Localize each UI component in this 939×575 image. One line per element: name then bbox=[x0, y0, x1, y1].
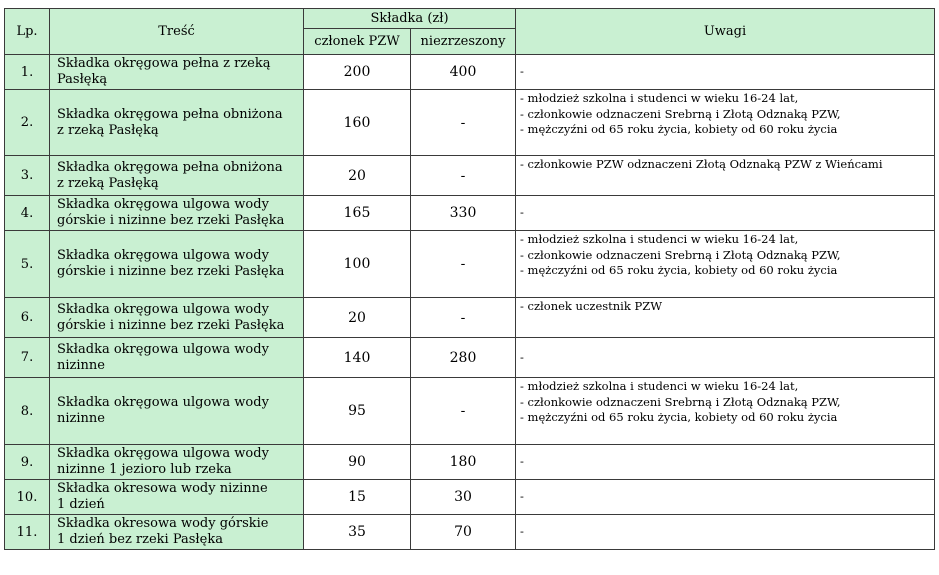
row-notes bbox=[516, 338, 935, 378]
note-line: - bbox=[520, 349, 524, 364]
table-row bbox=[5, 515, 935, 550]
table-row bbox=[5, 55, 935, 90]
description-line: z rzeką Pasłęką bbox=[57, 175, 159, 191]
header-lp: Lp. bbox=[5, 9, 50, 55]
row-number: 1. bbox=[5, 55, 50, 90]
fee-member: 20 bbox=[304, 298, 411, 338]
row-notes bbox=[516, 231, 935, 298]
fee-member: 15 bbox=[304, 480, 411, 515]
table-row bbox=[5, 196, 935, 231]
row-number: 8. bbox=[5, 378, 50, 445]
description-line: nizinne bbox=[57, 411, 105, 426]
description-line: Składka okręgowa pełna z rzeką bbox=[57, 56, 271, 71]
description-line: Składka okręgowa ulgowa wody bbox=[57, 395, 269, 410]
row-notes bbox=[516, 55, 935, 90]
row-number: 4. bbox=[5, 196, 50, 231]
note-line: - mężczyźni od 65 roku życia, kobiety od 60 roku życia bbox=[520, 122, 838, 136]
row-number: 2. bbox=[5, 90, 50, 156]
row-number: 11. bbox=[5, 515, 50, 550]
description-line: Składka okręgowa ulgowa wody bbox=[57, 341, 269, 357]
fee-nonmember: - bbox=[411, 378, 516, 445]
row-notes bbox=[516, 515, 935, 550]
header-uwagi: Uwagi bbox=[516, 9, 935, 55]
fee-nonmember: - bbox=[411, 156, 516, 196]
note-line: - członkowie PZW odznaczeni Złotą Odznaką PZW z Wieńcami bbox=[520, 157, 883, 171]
header-czlonek: członek PZW bbox=[304, 29, 411, 55]
fee-nonmember: - bbox=[411, 298, 516, 338]
fee-member: 95 bbox=[304, 378, 411, 445]
table-row bbox=[5, 298, 935, 338]
table-row bbox=[5, 480, 935, 515]
fee-member: 35 bbox=[304, 515, 411, 550]
row-description bbox=[50, 156, 304, 196]
row-number: 7. bbox=[5, 338, 50, 378]
row-description bbox=[50, 445, 304, 480]
table-row bbox=[5, 156, 935, 196]
description-line: Składka okręgowa ulgowa wody bbox=[57, 197, 269, 212]
row-number: 9. bbox=[5, 445, 50, 480]
row-number: 3. bbox=[5, 156, 50, 196]
note-line: - młodzież szkolna i studenci w wieku 16-24 lat, bbox=[520, 379, 799, 393]
note-line: - bbox=[520, 64, 524, 79]
fee-nonmember: - bbox=[411, 231, 516, 298]
note-line: - młodzież szkolna i studenci w wieku 16-24 lat, bbox=[520, 91, 799, 105]
row-notes bbox=[516, 378, 935, 445]
row-notes bbox=[516, 445, 935, 480]
row-notes bbox=[516, 196, 935, 231]
row-description bbox=[50, 90, 304, 156]
description-line: Składka okręgowa pełna obniżona bbox=[57, 159, 283, 175]
row-description bbox=[50, 298, 304, 338]
row-notes bbox=[516, 90, 935, 156]
description-line: Pasłęką bbox=[57, 72, 108, 87]
fee-nonmember: 330 bbox=[411, 196, 516, 231]
description-line: Składka okręgowa ulgowa wody bbox=[57, 301, 269, 317]
description-line: 1 dzień bbox=[57, 497, 105, 512]
fee-nonmember: 30 bbox=[411, 480, 516, 515]
row-description bbox=[50, 196, 304, 231]
description-line: Składka okresowa wody nizinne bbox=[57, 481, 268, 496]
note-line: - członkowie odznaczeni Srebrną i Złotą Odznaką PZW, bbox=[520, 247, 841, 262]
row-description bbox=[50, 515, 304, 550]
row-description bbox=[50, 480, 304, 515]
note-line: - mężczyźni od 65 roku życia, kobiety od 60 roku życia bbox=[520, 410, 838, 424]
description-line: Składka okręgowa ulgowa wody bbox=[57, 248, 269, 263]
row-notes bbox=[516, 480, 935, 515]
fee-member: 20 bbox=[304, 156, 411, 196]
description-line: nizinne 1 jezioro lub rzeka bbox=[57, 462, 232, 477]
header-tresc: Treść bbox=[50, 9, 304, 55]
fee-member: 160 bbox=[304, 90, 411, 156]
fee-member: 140 bbox=[304, 338, 411, 378]
description-line: górskie i nizinne bez rzeki Pasłęka bbox=[57, 213, 285, 228]
row-description bbox=[50, 378, 304, 445]
fee-member: 90 bbox=[304, 445, 411, 480]
row-description bbox=[50, 55, 304, 90]
fee-member: 165 bbox=[304, 196, 411, 231]
note-line: - młodzież szkolna i studenci w wieku 16-24 lat, bbox=[520, 232, 799, 246]
note-line: - członkowie odznaczeni Srebrną i Złotą Odznaką PZW, bbox=[520, 394, 841, 409]
fee-nonmember: - bbox=[411, 90, 516, 156]
table-row bbox=[5, 338, 935, 378]
note-line: - członkowie odznaczeni Srebrną i Złotą Odznaką PZW, bbox=[520, 106, 841, 121]
description-line: nizinne bbox=[57, 357, 105, 373]
note-line: - bbox=[520, 454, 524, 469]
row-notes bbox=[516, 156, 935, 196]
note-line: - mężczyźni od 65 roku życia, kobiety od 60 roku życia bbox=[520, 263, 838, 277]
note-line: - członek uczestnik PZW bbox=[520, 299, 663, 313]
note-line: - bbox=[520, 489, 524, 504]
description-line: Składka okręgowa pełna obniżona bbox=[57, 106, 283, 122]
note-line: - bbox=[520, 205, 524, 220]
row-number: 10. bbox=[5, 480, 50, 515]
description-line: z rzeką Pasłęką bbox=[57, 122, 159, 138]
fee-nonmember: 180 bbox=[411, 445, 516, 480]
fee-member: 100 bbox=[304, 231, 411, 298]
header-niezrzeszony: niezrzeszony bbox=[411, 29, 516, 55]
description-line: Składka okresowa wody górskie bbox=[57, 516, 269, 531]
description-line: 1 dzień bez rzeki Pasłęka bbox=[57, 532, 223, 547]
table-row bbox=[5, 378, 935, 445]
header-skladka: Składka (zł) bbox=[304, 9, 516, 29]
description-line: górskie i nizinne bez rzeki Pasłęka bbox=[57, 264, 285, 279]
row-number: 5. bbox=[5, 231, 50, 298]
fee-nonmember: 70 bbox=[411, 515, 516, 550]
table-row bbox=[5, 231, 935, 298]
fee-nonmember: 400 bbox=[411, 55, 516, 90]
table-row bbox=[5, 445, 935, 480]
fee-member: 200 bbox=[304, 55, 411, 90]
table-body bbox=[5, 55, 935, 550]
note-line: - bbox=[520, 524, 524, 539]
row-description bbox=[50, 231, 304, 298]
table-row bbox=[5, 90, 935, 156]
description-line: górskie i nizinne bez rzeki Pasłęka bbox=[57, 317, 285, 333]
row-notes bbox=[516, 298, 935, 338]
row-number: 6. bbox=[5, 298, 50, 338]
description-line: Składka okręgowa ulgowa wody bbox=[57, 446, 269, 461]
fees-table bbox=[4, 8, 935, 550]
row-description bbox=[50, 338, 304, 378]
fee-nonmember: 280 bbox=[411, 338, 516, 378]
